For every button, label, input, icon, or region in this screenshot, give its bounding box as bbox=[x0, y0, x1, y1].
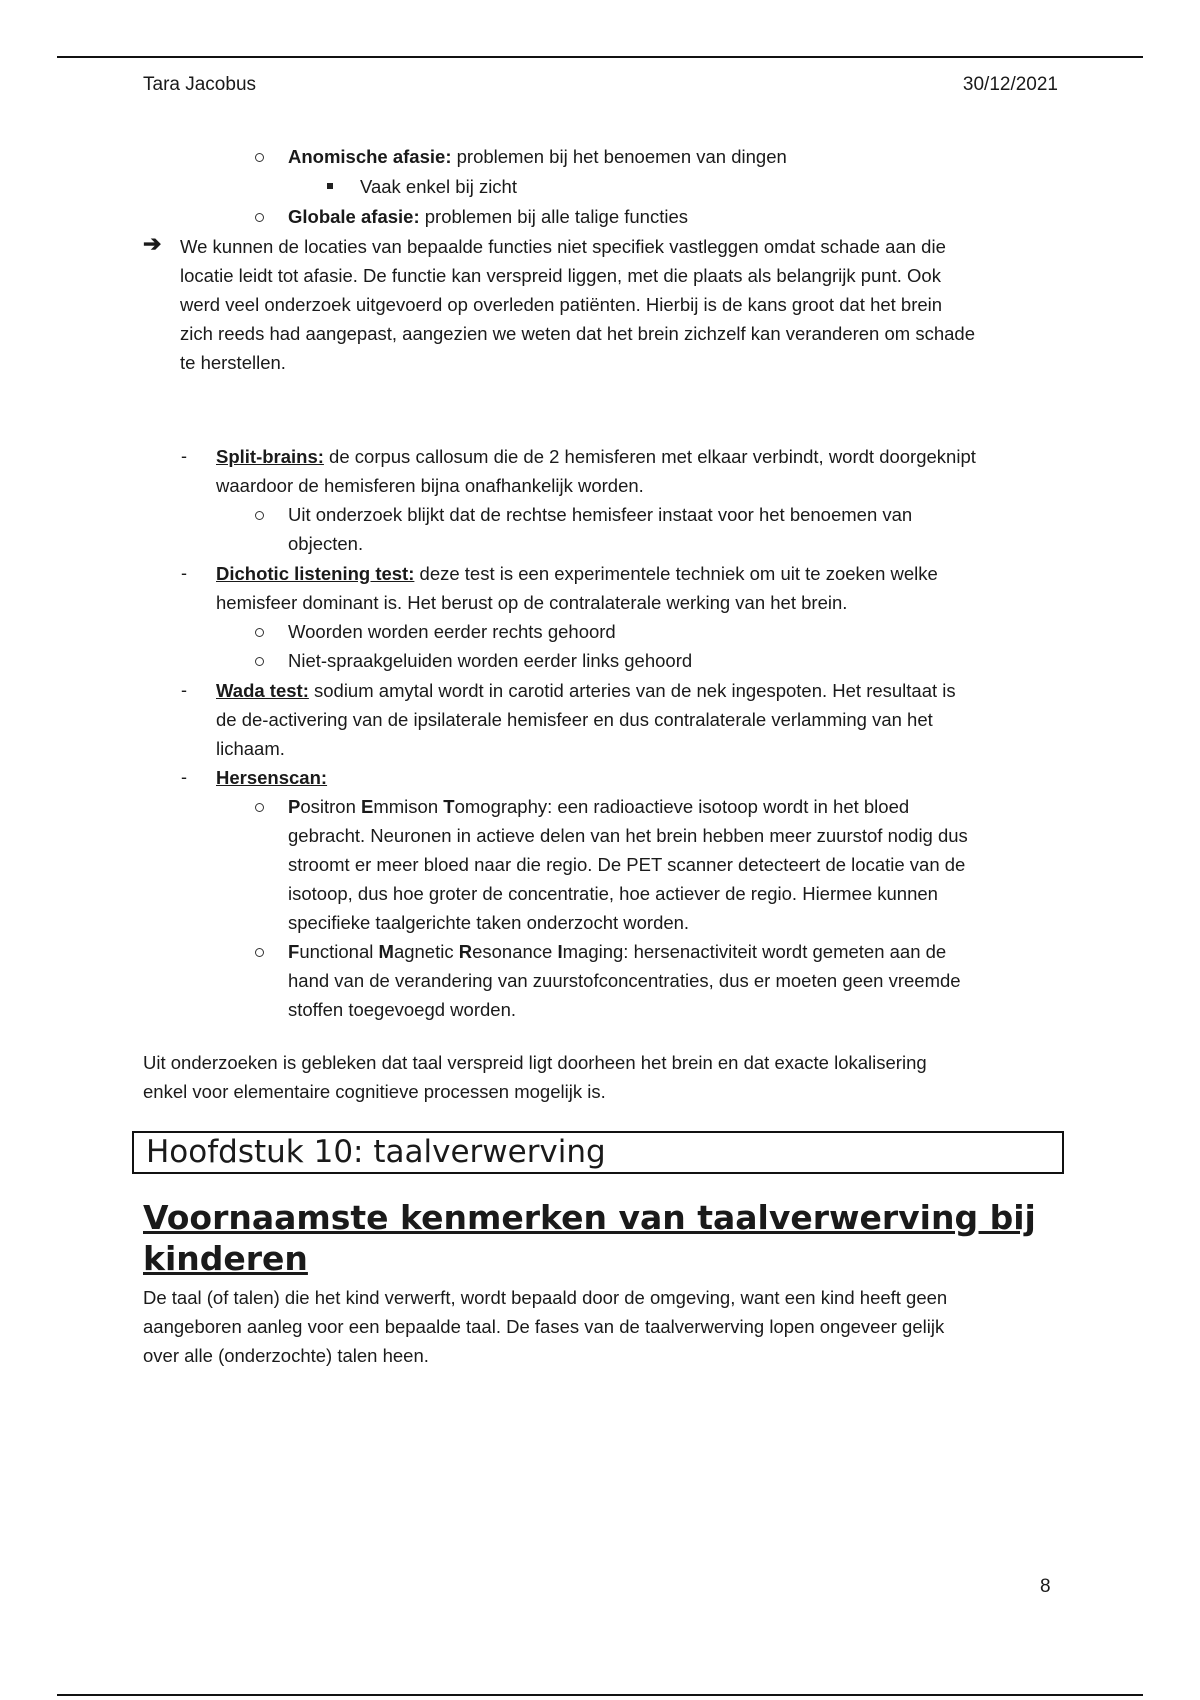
intro-line: De taal (of talen) die het kind verwerft, wordt bepaald door de omgeving, want een kind heeft geen bbox=[143, 1287, 948, 1308]
square-bullet-icon bbox=[327, 183, 333, 189]
sub-list-item-continuation: specifieke taalgerichte taken onderzocht worden. bbox=[288, 912, 690, 933]
sub-list-item-continuation: hand van de verandering van zuurstofconcentraties, dus er moeten geen vreemde bbox=[288, 970, 961, 991]
sub-list-item-fmri bbox=[288, 937, 946, 966]
section-heading: Voornaamste kenmerken van taalverwerving bij kinderen bbox=[143, 1198, 1036, 1278]
footer-rule bbox=[57, 1694, 1143, 1696]
circle-bullet-icon bbox=[255, 213, 264, 222]
intro-line: over alle (onderzochte) talen heen. bbox=[143, 1345, 429, 1366]
item-text: deze test is een experimentele techniek om uit te zoeken welke bbox=[414, 563, 938, 584]
item-text: sodium amytal wordt in carotid arteries van de nek ingespoten. Het resultaat is bbox=[308, 680, 956, 701]
dash-bullet: - bbox=[181, 767, 187, 787]
list-item-continuation: lichaam. bbox=[216, 738, 285, 759]
paragraph-line: locatie leidt tot afasie. De functie kan verspreid liggen, met die plaats als belangrijk punt. Ook bbox=[180, 265, 941, 286]
list-item bbox=[288, 142, 787, 171]
sub-list-item-continuation: objecten. bbox=[288, 533, 364, 554]
intro-line: aangeboren aanleg voor een bepaalde taal. De fases van de taalverwerving lopen ongeveer gelijk bbox=[143, 1316, 945, 1337]
sub-list-item-continuation: gebracht. Neuronen in actieve delen van het brein hebben meer zuurstof nodig dus bbox=[288, 825, 968, 846]
word-part: maging: hersenactiviteit wordt gemeten aan de bbox=[562, 941, 947, 962]
sub-list-item: Woorden worden eerder rechts gehoord bbox=[288, 621, 616, 642]
sub-list-item: Niet-spraakgeluiden worden eerder links gehoord bbox=[288, 650, 693, 671]
paragraph-line: zich reeds had aangepast, aangezien we weten dat het brein zichzelf kan veranderen om schade bbox=[180, 323, 975, 344]
sub-list-item-continuation: stroomt er meer bloed naar die regio. De PET scanner detecteert de locatie van de bbox=[288, 854, 966, 875]
term-globale-afasie: Globale afasie: bbox=[288, 206, 420, 227]
header-rule bbox=[57, 56, 1143, 58]
list-item bbox=[216, 676, 956, 705]
term-wada-test: Wada test: bbox=[216, 680, 309, 701]
circle-bullet-icon bbox=[255, 628, 264, 637]
list-item bbox=[288, 202, 688, 231]
acronym-letter: M bbox=[378, 941, 394, 962]
word-part: esonance bbox=[472, 941, 558, 962]
circle-bullet-icon bbox=[255, 657, 264, 666]
paragraph-line: We kunnen de locaties van bepaalde functies niet specifiek vastleggen omdat schade aan die bbox=[180, 236, 946, 257]
page-number: 8 bbox=[1040, 1576, 1051, 1597]
circle-bullet-icon bbox=[255, 803, 264, 812]
sub-list-item-continuation: isotoop, dus hoe groter de concentratie, hoe actiever de regio. Hiermee kunnen bbox=[288, 883, 938, 904]
circle-bullet-icon bbox=[255, 511, 264, 520]
dash-bullet: - bbox=[181, 563, 187, 583]
sub-list-item-pet bbox=[288, 792, 909, 821]
term-split-brains: Split-brains: bbox=[216, 446, 324, 467]
word-part: agnetic bbox=[393, 941, 459, 962]
conclusion-line: Uit onderzoeken is gebleken dat taal verspreid ligt doorheen het brein en dat exacte lokalisering bbox=[143, 1052, 927, 1073]
word-part: ositron bbox=[300, 796, 362, 817]
list-item bbox=[216, 763, 327, 792]
acronym-letter: T bbox=[443, 796, 455, 817]
circle-bullet-icon bbox=[255, 948, 264, 957]
arrow-bullet-icon: ➔ bbox=[143, 231, 162, 256]
acronym-letter: I bbox=[557, 941, 563, 962]
conclusion-line: enkel voor elementaire cognitieve processen mogelijk is. bbox=[143, 1081, 606, 1102]
term-dichotic-listening-test: Dichotic listening test: bbox=[216, 563, 415, 584]
list-item-continuation: waardoor de hemisferen bijna onafhankelijk worden. bbox=[216, 475, 644, 496]
item-text: problemen bij alle talige functies bbox=[419, 206, 689, 227]
word-part: omography: een radioactieve isotoop wordt in het bloed bbox=[454, 796, 910, 817]
list-item bbox=[216, 559, 938, 588]
paragraph-line: werd veel onderzoek uitgevoerd op overleden patiënten. Hierbij is de kans groot dat het brein bbox=[180, 294, 943, 315]
word-part: mmison bbox=[373, 796, 444, 817]
header-date: 30/12/2021 bbox=[962, 74, 1058, 95]
sub-list-item: Vaak enkel bij zicht bbox=[360, 176, 517, 197]
sub-list-item-continuation: stoffen toegevoegd worden. bbox=[288, 999, 516, 1020]
sub-list-item: Uit onderzoek blijkt dat de rechtse hemisfeer instaat voor het benoemen van bbox=[288, 504, 913, 525]
header-author: Tara Jacobus bbox=[143, 74, 257, 95]
list-item-continuation: de de-activering van de ipsilaterale hemisfeer en dus contralaterale verlamming van het bbox=[216, 709, 933, 730]
paragraph-line: te herstellen. bbox=[180, 352, 286, 373]
list-item bbox=[216, 442, 976, 471]
word-part: unctional bbox=[299, 941, 379, 962]
acronym-letter: E bbox=[361, 796, 374, 817]
term-hersenscan: Hersenscan: bbox=[216, 767, 328, 788]
acronym-letter: F bbox=[288, 941, 300, 962]
item-text: de corpus callosum die de 2 hemisferen met elkaar verbindt, wordt doorgeknipt bbox=[323, 446, 976, 467]
chapter-heading: Hoofdstuk 10: taalverwerving bbox=[132, 1131, 1064, 1174]
item-text: problemen bij het benoemen van dingen bbox=[451, 146, 787, 167]
list-item-continuation: hemisfeer dominant is. Het berust op de contralaterale werking van het brein. bbox=[216, 592, 848, 613]
term-anomische-afasie: Anomische afasie: bbox=[288, 146, 452, 167]
dash-bullet: - bbox=[181, 446, 187, 466]
acronym-letter: P bbox=[288, 796, 301, 817]
acronym-letter: R bbox=[458, 941, 473, 962]
dash-bullet: - bbox=[181, 680, 187, 700]
circle-bullet-icon bbox=[255, 153, 264, 162]
